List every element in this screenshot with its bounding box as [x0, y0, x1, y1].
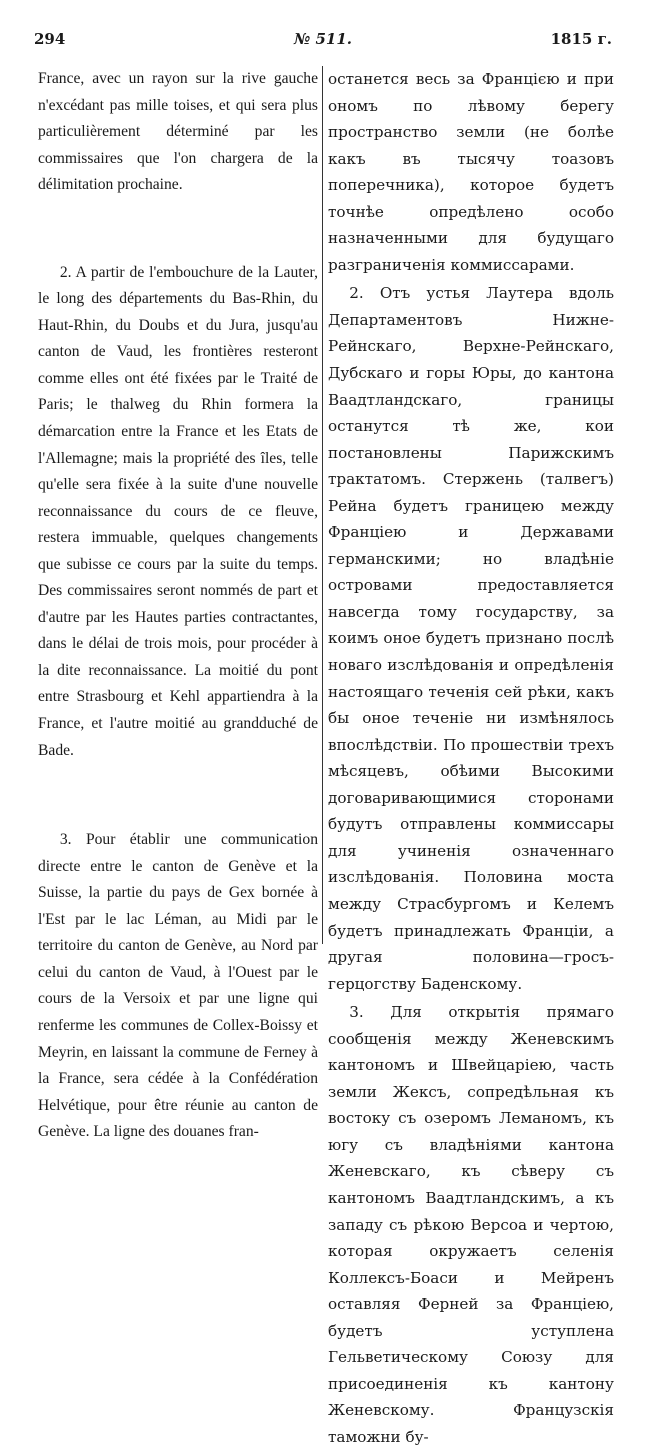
russian-paragraph-3: 3. Для открытія прямаго сообщенія между Женевскимъ кантономъ и Швейцаріею, часть земли Жексъ, сопредѣльная къ востоку съ озеромъ Леманомъ, къ югу съ владѣніями кантона Женевскаго, къ сѣверу съ кантономъ Ваадтландскимъ, а къ западу съ рѣкою Версоа и чертою, которая окружаетъ селенія Коллексъ-Боаси и Мейренъ оставляя Ферней за Франціею, будетъ уступлена Гельветическому Союзу для присоединенія къ кантону Женевскому. Французскія таможни бу-	[328, 1003, 614, 1446]
column-divider	[322, 66, 323, 944]
page-header	[34, 30, 612, 54]
russian-paragraph-2: 2. Отъ устья Лаутера вдоль Департаментовъ Нижне-Рейнскаго, Верхне-Рейнскаго, Дубскаго и горы Юры, до кантона Ваадтландскаго, границы останутся тѣ же, кои постановлены Парижскимъ трактатомъ. Стержень (талвегъ) Рейна будетъ границею между Франціею и Державами германскими; но владѣніе островами предоставляется навсегда тому государству, за коимъ оное будетъ признано послѣ новаго изслѣдованія и опредѣленія настоящаго теченія сей рѣки, какъ бы оное теченіе ни измѣнялось впослѣдствіи. По прошествіи трехъ мѣсяцевъ, обѣими Высокими договаривающимися сторонами будутъ отправлены коммиссары для учиненія означеннаго изслѣдованія. Половина моста между Страсбургомъ и Келемъ будетъ принадлежать Франціи, а другая половина—гросъ-герцогству Баденскому.	[328, 284, 614, 993]
russian-column	[328, 66, 614, 1450]
russian-paragraph-continued: останется весь за Францією и при ономъ по лѣвому берегу пространство земли (не болѣе какъ въ тысячу тоазовъ поперечника), которое будетъ точнѣе опредѣлено особо назначенными для будущаго разграниченія коммиссарами.	[328, 70, 614, 274]
french-paragraph-2: 2. A partir de l'embouchure de la Lauter, le long des départements du Bas-Rhin, du Haut-Rhin, du Doubs et du Jura, jusqu'au canton de Vaud, les frontières resteront comme elles ont été fixées par le Traité de Paris; le thalweg du Rhin formera la démarcation entre la France et les Etats de l'Allemagne; mais la propriété des îles, telle qu'elle sera fixée à la suite d'une nouvelle reconnaissance du cours de ce fleuve, restera immuable, quelques changements que subisse ce cours par la suite du temps. Des commissaires seront nommés de part et d'autre par les Hautes parties contractantes, dans le délai de trois mois, pour procéder à la dite reconnaissance. La moitié du pont entre Strasbourg et Kehl appartiendra à la France, et l'autre moitié au grandduché de Bade.	[38, 263, 318, 759]
document-number: № 511.	[293, 30, 353, 48]
year: 1815 г.	[550, 30, 612, 48]
french-column	[38, 66, 318, 1146]
french-paragraph-3: 3. Pour établir une communication directe entre le canton de Genève et la Suisse, la partie du pays de Gex bornée à l'Est par le lac Léman, au Midi par le territoire du canton de Genève, au Nord par celui du canton de Vaud, à l'Ouest par le cours de la Versoix et par une ligne qui renferme les communes de Collex-Boissy et Meyrin, en laissant la commune de Ferney à la France, sera cédée à la Confédération Helvétique, pour être réunie au canton de Genève. La ligne des douanes fran-	[38, 831, 318, 1141]
page-number: 294	[34, 30, 66, 48]
french-paragraph-continued: France, avec un rayon sur la rive gauche n'excédant pas mille toises, et qui sera plus particulièrement déterminé par les commissaires que l'on chargera de la délimitation prochaine.	[38, 70, 318, 194]
